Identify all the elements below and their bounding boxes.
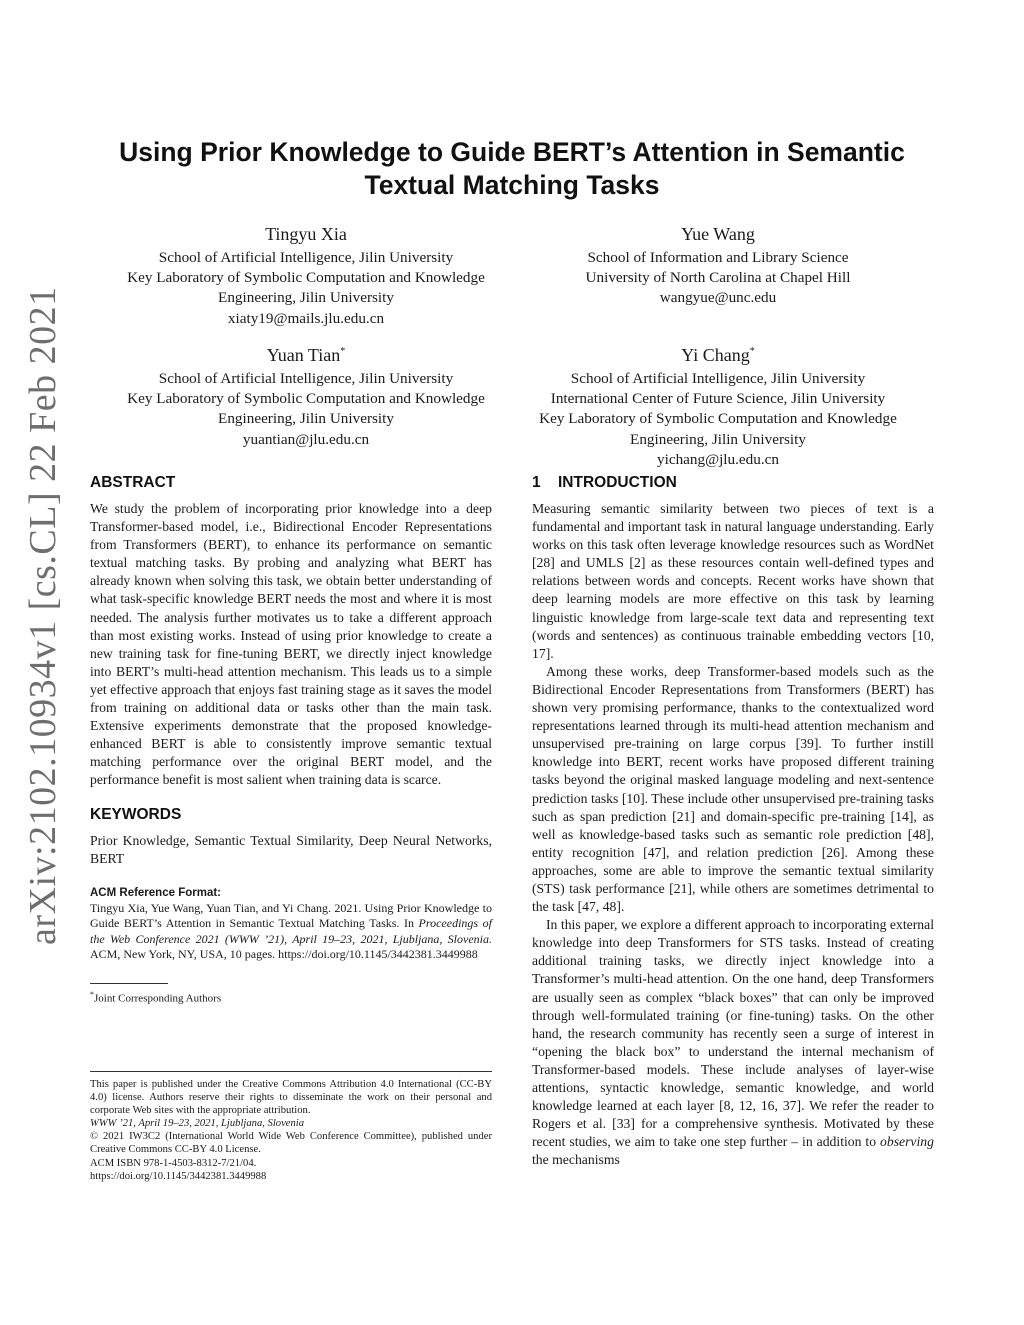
author-name: Yue Wang [681, 224, 755, 244]
introduction-heading: 1 INTRODUCTION [532, 472, 934, 494]
author-block-tingyu-xia [90, 222, 522, 329]
intro-paragraph-3: In this paper, we explore a different approach to incorporating external knowledge into deep Transformers for STS tasks. Instead of creating additional training tasks, we directly inject knowledge into a Transformer’s multi-head attention. On the one hand, deep Transformers are usually seen as complex “black boxes” that can only be improved through well-formulated training (or fine-tuning) tasks. On the other hand, the research community has recently seen a surge of interest in “opening the black box” to understand the internal mechanism of Transformer-based models. These include analyses of layer-wise attentions, syntactic knowledge, semantic knowledge, and world knowledge learned at each layer [8, 12, 16, 37]. We refer the reader to Rogers et al. [33] for a comprehensive synthesis. Motivated by these recent studies, we aim to take one step further – in addition to observing the mechanisms [532, 917, 934, 1168]
author-affiliation: School of Information and Library Science [587, 249, 849, 266]
corresponding-author-mark: * [340, 346, 346, 357]
author-email: yichang@jlu.edu.cn [657, 450, 779, 468]
license-notice [90, 1071, 492, 1183]
author-affiliation: Engineering, Jilin University [218, 410, 394, 428]
keywords-text: Prior Knowledge, Semantic Textual Similarity, Deep Neural Networks, BERT [90, 832, 492, 866]
conference-line: WWW ’21, April 19–23, 2021, Ljubljana, Slovenia [90, 1118, 305, 1130]
copyright-line: © 2021 IW3C2 (International World Wide Web Conference Committee), published under Creative Commons CC-BY 4.0 License. [90, 1131, 492, 1156]
doi-line: https://doi.org/10.1145/3442381.3449988 [90, 1170, 267, 1182]
left-column [90, 472, 492, 1006]
acm-reference-text: Tingyu Xia, Yue Wang, Yuan Tian, and Yi Chang. 2021. Using Prior Knowledge to Guide BERT’s Attention in Semantic Textual Matching Tasks. In Proceedings of the Web Conference 2021 (WWW ’21), April 19–23, 2021, Ljubljana, Slovenia. ACM, New York, NY, USA, 10 pages. https://doi.org/10.1145/3442381.3449988 [90, 900, 492, 962]
keywords-heading: KEYWORDS [90, 805, 182, 823]
author-affiliation: Engineering, Jilin University [218, 289, 394, 307]
paper-title [80, 136, 944, 202]
paper-title-line-2: Textual Matching Tasks [364, 170, 660, 200]
footnote [90, 988, 492, 1006]
author-block-yue-wang [500, 222, 936, 309]
author-affiliation: School of Artificial Intelligence, Jilin University [570, 370, 866, 387]
author-email: xiaty19@mails.jlu.edu.cn [227, 309, 385, 327]
acm-reference-proceedings: Proceedings of the Web Conference 2021 (WWW ’21), April 19–23, 2021, Ljubljana, Slovenia. [90, 916, 492, 946]
license-text: This paper is published under the Creative Commons Attribution 4.0 International (CC-BY 4.0) license. Authors reserve their rights to disseminate the work on their personal and corporate Web sites with the appropriate attribution. [90, 1079, 492, 1117]
acm-reference-heading: ACM Reference Format: [90, 886, 221, 899]
paper-title-line-1: Using Prior Knowledge to Guide BERT’s Attention in Semantic [119, 137, 905, 167]
abstract-text: We study the problem of incorporating prior knowledge into a deep Transformer-based model, i.e., Bidirectional Encoder Representations from Transformers (BERT), to enhance its performance on semantic textual matching tasks. By probing and analyzing what BERT has already known when solving this task, we obtain better understanding of what task-specific knowledge BERT needs the most and where it is most needed. The analysis further motivates us to take a different approach than most existing works. Instead of using prior knowledge to create a new training task for fine-tuning BERT, we directly inject knowledge into BERT’s multi-head attention mechanism. This leads us to a simple yet effective approach that enjoys fast training stage as it saves the model from training on additional data or tasks other than the main task. Extensive experiments demonstrate that the proposed knowledge-enhanced BERT is able to consistently improve semantic textual matching performance over the original BERT model, and the performance benefit is most salient when training data is scarce. [90, 501, 492, 788]
arxiv-identifier-stamp: arXiv:2102.10934v1 [cs.CL] 22 Feb 2021 [22, 286, 64, 945]
author-affiliation: School of Artificial Intelligence, Jilin University [158, 249, 454, 266]
author-affiliation: Key Laboratory of Symbolic Computation and Knowledge [127, 269, 485, 287]
author-affiliation: Key Laboratory of Symbolic Computation and Knowledge [127, 390, 485, 408]
footnote-divider [90, 983, 168, 984]
author-affiliation: International Center of Future Science, Jilin University [550, 390, 886, 408]
author-block-yuan-tian [90, 340, 522, 450]
author-affiliation: Engineering, Jilin University [630, 430, 806, 448]
author-block-yi-chang [500, 340, 936, 470]
author-email: yuantian@jlu.edu.cn [242, 430, 370, 448]
right-column [532, 472, 934, 1169]
section-number: 1 [532, 474, 541, 491]
abstract-heading: ABSTRACT [90, 474, 176, 491]
footnote-mark: * [90, 990, 94, 1000]
author-affiliation: Key Laboratory of Symbolic Computation and Knowledge [539, 410, 897, 428]
intro-paragraph-2: Among these works, deep Transformer-based models such as the Bidirectional Encoder Representations from Transformers (BERT) has shown very promising performance, thanks to the contextualized word representations learned through its multi-head attention mechanism and unsupervised pre-training on large corpus [39]. To further instill knowledge into BERT, recent works have proposed different training tasks beyond the original masked language modeling and next-sentence prediction tasks [10]. These include other unsupervised pre-training tasks such as span prediction [21] and domain-specific pre-training [14], as well as knowledge-based tasks such as semantic role prediction [48], entity recognition [47], and relation prediction [26]. Among these approaches, some are able to improve the semantic textual similarity (STS) task performance [21], while others are sometimes detrimental to the task [47, 48]. [532, 663, 934, 915]
author-name: Tingyu Xia [265, 224, 347, 244]
author-name: Yi Chang* [681, 345, 755, 365]
author-affiliation: School of Artificial Intelligence, Jilin University [158, 370, 454, 387]
author-affiliation: University of North Carolina at Chapel Hill [585, 269, 851, 287]
author-email: wangyue@unc.edu [659, 289, 777, 307]
isbn-line: ACM ISBN 978-1-4503-8312-7/21/04. [90, 1157, 257, 1169]
corresponding-author-mark: * [749, 346, 755, 357]
intro-paragraph-1: Measuring semantic similarity between two pieces of text is a fundamental and important task in natural language understanding. Early works on this task often leverage knowledge resources such as WordNet [28] and UMLS [2] as these resources contain well-defined types and relations between words and concepts. Recent works have shown that deep learning models are more effective on this task by learning linguistic knowledge from large-scale text data and representing text (words and sentences) as continuous trainable embedding vectors [10, 17]. [532, 501, 934, 661]
author-name: Yuan Tian* [266, 345, 346, 365]
footnote-text: Joint Corresponding Authors [94, 992, 222, 1005]
